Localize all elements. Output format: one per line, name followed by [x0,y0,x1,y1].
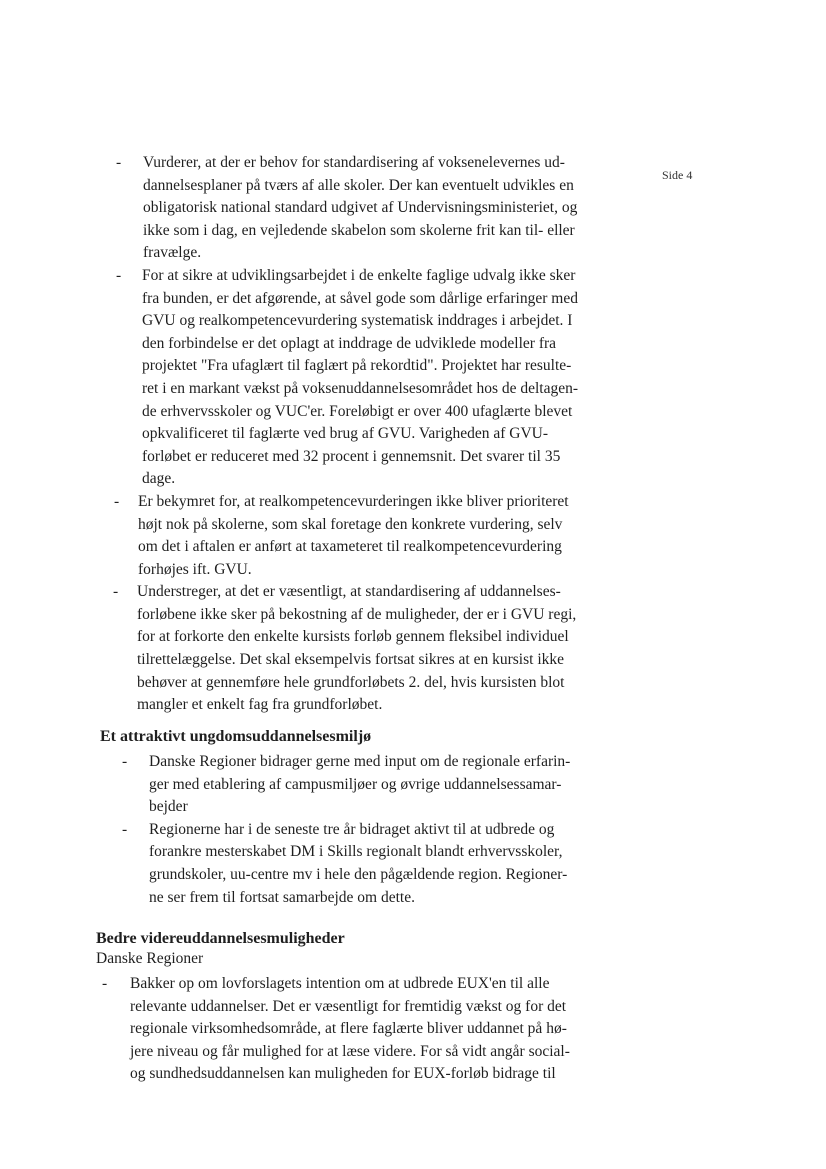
text-line: GVU og realkompetencevurdering systematisk inddrages i arbejdet. I [142,312,573,330]
text-line: forløbene ikke sker på bekostning af de muligheder, der er i GVU regi, [137,605,577,623]
text-line: ikke som i dag, en vejledende skabelon som skolerne frit kan til- eller [143,221,575,239]
text-line: projektet "Fra ufaglært til faglært på rekordtid". Projektet har resulte- [142,357,572,375]
bullet-dash: - [116,154,122,171]
section-1 [113,152,579,717]
text-line: dannelsesplaner på tværs af alle skoler. Der kan eventuelt udvikles en [143,176,574,194]
bullet-list [122,751,570,909]
text-line: Vurderer, at der er behov for standardisering af voksenelevernes ud- [143,154,565,171]
list-item [122,819,570,909]
section-3 [102,973,570,1086]
text-line: ret i en markant vækst på voksenuddannelsesområdet hos de deltagen- [142,379,579,397]
text-line: forhøjes ift. GVU. [138,560,252,578]
text-line: For at sikre at udviklingsarbejdet i de enkelte faglige udvalg ikke sker [142,266,576,284]
bullet-dash: - [116,266,122,284]
text-line: fravælge. [143,244,202,262]
list-item [116,265,578,491]
bullet-list [102,973,570,1086]
list-item [102,973,570,1086]
text-line: fra bunden, er det afgørende, at såvel gode som dårlige erfaringer med [142,289,578,307]
list-item [116,152,578,265]
bullet-dash: - [114,492,120,510]
text-line: ger med etablering af campusmiljøer og øvrige uddannelsessamar- [149,775,562,793]
text-line: højt nok på skolerne, som skal foretage den konkrete vurdering, selv [138,515,563,533]
section-2 [122,751,570,909]
bullet-dash: - [122,753,128,770]
text-line: jere niveau og får mulighed for at læse videre. For så vidt angår social- [130,1042,570,1060]
text-line: bejder [149,798,188,816]
list-item [113,581,578,717]
text-line: Danske Regioner bidrager gerne med input om de regionale erfarin- [149,753,571,770]
section-heading: Bedre videreuddannelsesmuligheder [96,930,345,947]
bullet-dash: - [102,975,108,992]
text-line: om det i aftalen er anført at taxameteret til realkompetencevurdering [138,538,562,556]
text-line: grundskoler, uu-centre mv i hele den pågældende region. Regioner- [149,865,568,883]
text-line: Understreger, at det er væsentligt, at standardisering af uddannelses- [137,583,561,601]
text-line: forløbet er reduceret med 32 procent i gennemsnit. Det svarer til 35 [142,447,561,465]
text-line: behøver at gennemføre hele grundforløbets 2. del, hvis kursisten blot [137,673,565,691]
text-line: for at forkorte den enkelte kursists forløb gennem fleksibel individuel [137,628,569,646]
text-line: Regionerne har i de seneste tre år bidraget aktivt til at udbrede og [149,820,555,838]
text-line: dage. [142,470,176,488]
text-line: relevante uddannelser. Det er væsentligt for fremtidig vækst og for det [130,997,567,1015]
text-line: opkvalificeret til faglærte ved brug af GVU. Varigheden af GVU- [142,425,549,443]
section-subheading: Danske Regioner [96,950,204,967]
text-line: tilrettelæggelse. Det skal eksempelvis fortsat sikres at en kursist ikke [137,651,565,669]
bullet-dash: - [113,583,119,601]
text-line: Er bekymret for, at realkompetencevurderingen ikke bliver prioriteret [138,492,569,510]
page-number: Side 4 [662,168,693,182]
text-line: Bakker op om lovforslagets intention om at udbrede EUX'en til alle [130,975,550,992]
list-item [116,491,578,581]
bullet-list [113,152,579,717]
text-line: og sundhedsuddannelsen kan muligheden for EUX-forløb bidrage til [130,1065,556,1083]
text-line: ne ser frem til fortsat samarbejde om dette. [149,888,415,906]
text-line: regionale virksomhedsområde, at flere faglærte bliver uddannet på hø- [130,1020,567,1038]
text-line: den forbindelse er det oplagt at inddrage de udviklede modeller fra [142,334,557,352]
section-heading: Et attraktivt ungdomsuddannelsesmiljø [100,728,372,745]
bullet-dash: - [122,820,128,838]
text-line: obligatorisk national standard udgivet af Undervisningsministeriet, og [143,199,578,217]
list-item [122,751,570,819]
text-line: mangler et enkelt fag fra grundforløbet. [137,696,383,714]
text-line: forankre mesterskabet DM i Skills regionalt blandt erhvervsskoler, [149,843,563,861]
text-line: de erhvervsskoler og VUC'er. Foreløbigt er over 400 ufaglærte blevet [142,402,573,420]
